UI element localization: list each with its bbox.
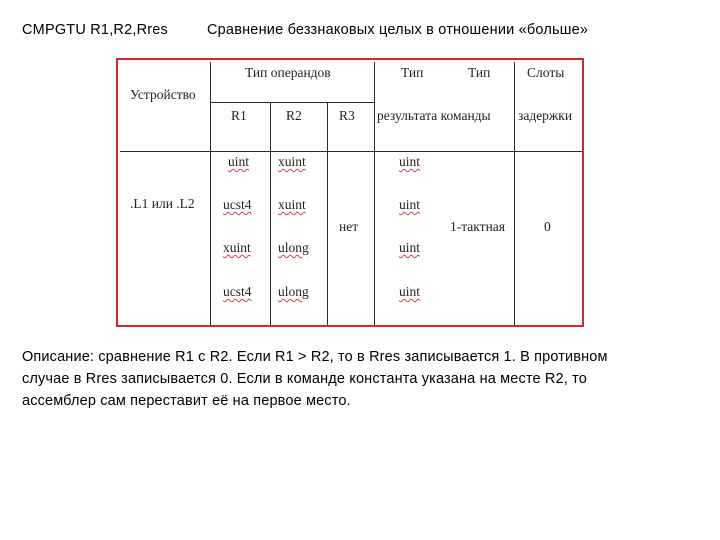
description-text — [22, 346, 682, 412]
r2-cell: ulong — [278, 240, 309, 255]
header-delay: задержки — [518, 108, 573, 123]
r1-cell: ucst4 — [223, 284, 252, 299]
device-cell: .L1 или .L2 — [130, 196, 195, 211]
table-divider — [514, 62, 515, 325]
header-operand-types: Тип операндов — [245, 65, 331, 80]
r3-cell: нет — [339, 219, 359, 234]
r2-cell: xuint — [278, 154, 306, 169]
r2-cell: xuint — [278, 197, 306, 212]
description-line: ассемблер сам переставит её на первое место. — [22, 393, 351, 409]
instruction-table — [120, 62, 584, 325]
header-r2: R2 — [286, 108, 302, 123]
header-r3: R3 — [339, 108, 355, 123]
header-type-1: Тип — [401, 65, 424, 80]
delay-slots-cell: 0 — [544, 219, 551, 234]
r1-cell: uint — [228, 154, 250, 169]
r1-cell: xuint — [223, 240, 251, 255]
header-r1: R1 — [231, 108, 247, 123]
description-line: случае в Rres записывается 0. Если в команде константа указана на месте R2, то — [22, 371, 587, 387]
header-type-2: Тип — [468, 65, 491, 80]
result-cell: uint — [399, 197, 421, 212]
result-cell: uint — [399, 284, 421, 299]
description-line: Описание: сравнение R1 с R2. Если R1 > R2, то в Rres записывается 1. В противном — [22, 349, 608, 365]
header-result: результата команды — [377, 108, 491, 123]
header-device: Устройство — [130, 87, 196, 102]
result-cell: uint — [399, 240, 421, 255]
table-divider — [327, 102, 328, 325]
r1-cell: ucst4 — [223, 197, 252, 212]
table-divider — [120, 151, 582, 152]
r2-cell: ulong — [278, 284, 309, 299]
slide-title-description: Сравнение беззнаковых целых в отношении «больше» — [207, 22, 589, 38]
result-cell: uint — [399, 154, 421, 169]
command-type-cell: 1-тактная — [450, 219, 506, 234]
table-divider — [374, 62, 375, 325]
table-divider — [210, 102, 374, 103]
header-slots: Слоты — [527, 65, 565, 80]
table-divider — [270, 102, 271, 325]
slide-title-instruction: CMPGTU R1,R2,Rres — [22, 22, 168, 38]
